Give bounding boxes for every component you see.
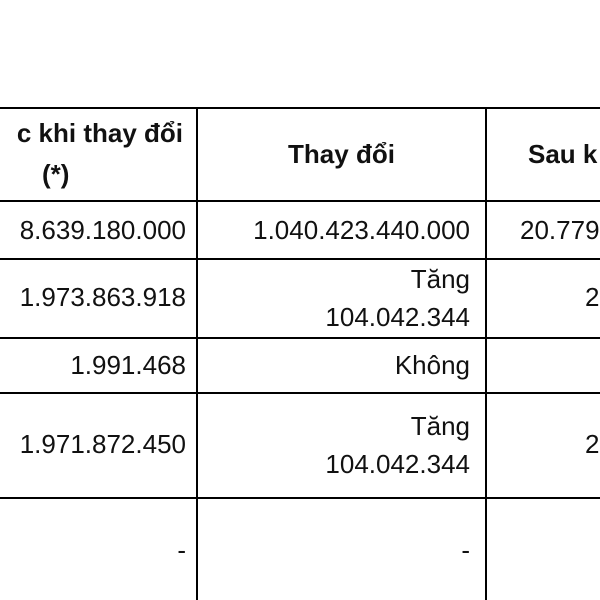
table-border-row-4 (0, 497, 600, 499)
row-2-change-line1: Tăng (410, 264, 470, 294)
row-4-before: 1.971.872.450 (19, 429, 186, 459)
row-3-before: 1.991.468 (70, 350, 186, 380)
row-4-after: 2 (585, 429, 600, 459)
row-1-before: 8.639.180.000 (19, 215, 186, 245)
header-before-change-line2: (*) (42, 159, 70, 189)
row-4-change-line1: Tăng (410, 411, 470, 441)
header-change: Thay đổi (288, 139, 395, 169)
row-2-change-line2: 104.042.344 (325, 302, 470, 332)
header-before-change-line1: c khi thay đổi (16, 118, 183, 148)
row-4-change-line2: 104.042.344 (325, 449, 470, 479)
row-5-before: - (177, 535, 186, 565)
table-border-header (0, 200, 600, 202)
table-border-top (0, 107, 600, 109)
row-1-after: 20.779 (520, 215, 600, 245)
row-2-before: 1.973.863.918 (19, 282, 186, 312)
table-column-divider-2 (485, 107, 487, 600)
header-after-change: Sau k (528, 139, 598, 169)
table-border-row-3 (0, 392, 600, 394)
row-5-change: - (461, 535, 470, 565)
row-3-change: Không (394, 350, 470, 380)
row-2-after: 2 (585, 282, 600, 312)
table-border-row-2 (0, 337, 600, 339)
row-1-change: 1.040.423.440.000 (253, 215, 470, 245)
